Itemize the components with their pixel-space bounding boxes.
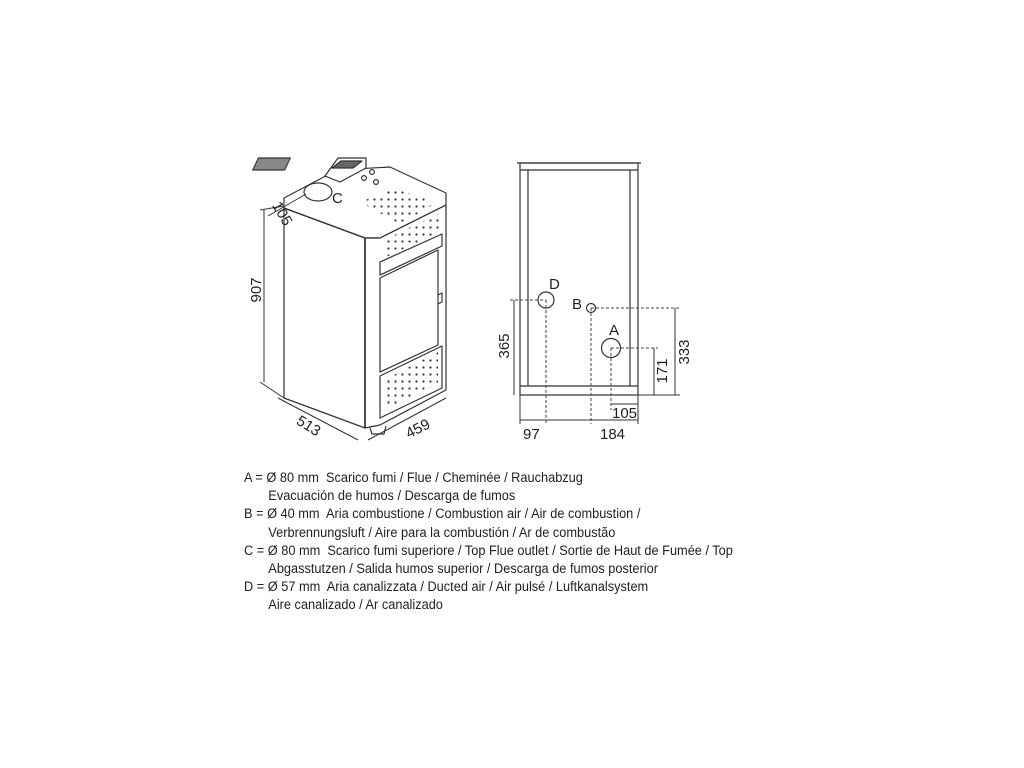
legend-key: A = Ø 80 mm (244, 470, 319, 486)
a-side-offset-label: 105 (612, 405, 638, 422)
outlet-d-label: D (549, 276, 560, 293)
control-panel-display (253, 158, 291, 170)
stove-left-side (284, 208, 365, 428)
a-height-dimension-label: 171 (654, 358, 671, 384)
outlet-a-label: A (609, 322, 620, 339)
outlet-legend (244, 469, 784, 615)
rear-outer-frame (520, 163, 638, 395)
isometric-dimension-labels (248, 190, 433, 442)
legend-item-d (244, 578, 784, 596)
top-grille (360, 188, 436, 224)
stove-door (380, 250, 438, 372)
flue-offset-dimension-label: 105 (268, 198, 296, 229)
legend-key: C = Ø 80 mm (244, 542, 321, 559)
depth-dimension-label: 513 (293, 412, 324, 441)
legend-continuation: Aire canalizado / Ar canalizado (268, 597, 443, 614)
width-dimension-label: 459 (402, 415, 433, 443)
d-side-offset-label: 97 (523, 426, 540, 443)
legend-item-b (244, 505, 784, 523)
legend-item-a (244, 469, 784, 487)
legend-text: Aria combustione / Combustion air / Air de combustion / (325, 506, 641, 523)
legend-continuation: Evacuación de humos / Descarga de fumos (268, 488, 516, 505)
legend-key: B = Ø 40 mm (244, 506, 320, 523)
top-flue-outlet-c (304, 183, 332, 201)
outlet-c-label: C (332, 190, 343, 207)
d-height-dimension-label: 365 (496, 333, 513, 359)
legend-item-c (244, 542, 784, 560)
legend-text: Aria canalizzata / Ducted air / Air pulsé / Luftkanalsystem (326, 579, 649, 596)
rear-dimension-labels (496, 276, 693, 443)
b-side-offset-label: 184 (600, 426, 626, 443)
legend-text: Scarico fumi superiore / Top Flue outlet / Sortie de Haut de Fumée / Top (327, 542, 733, 559)
height-dimension-label: 907 (248, 277, 265, 303)
control-button-icon (362, 176, 367, 181)
control-button-icon (370, 170, 375, 175)
legend-continuation: Verbrennungsluft / Aire para la combustión / Ar de combustão (268, 524, 616, 541)
legend-text: Scarico fumi / Flue / Cheminée / Rauchabzug (325, 470, 583, 486)
outlet-b-label: B (572, 296, 583, 313)
legend-continuation: Abgasstutzen / Salida humos superior / Descarga de fumos posterior (268, 561, 658, 578)
rear-view (517, 163, 641, 395)
b-height-dimension-label: 333 (676, 339, 693, 365)
legend-key: D = Ø 57 mm (244, 579, 321, 596)
control-button-icon (374, 180, 379, 185)
